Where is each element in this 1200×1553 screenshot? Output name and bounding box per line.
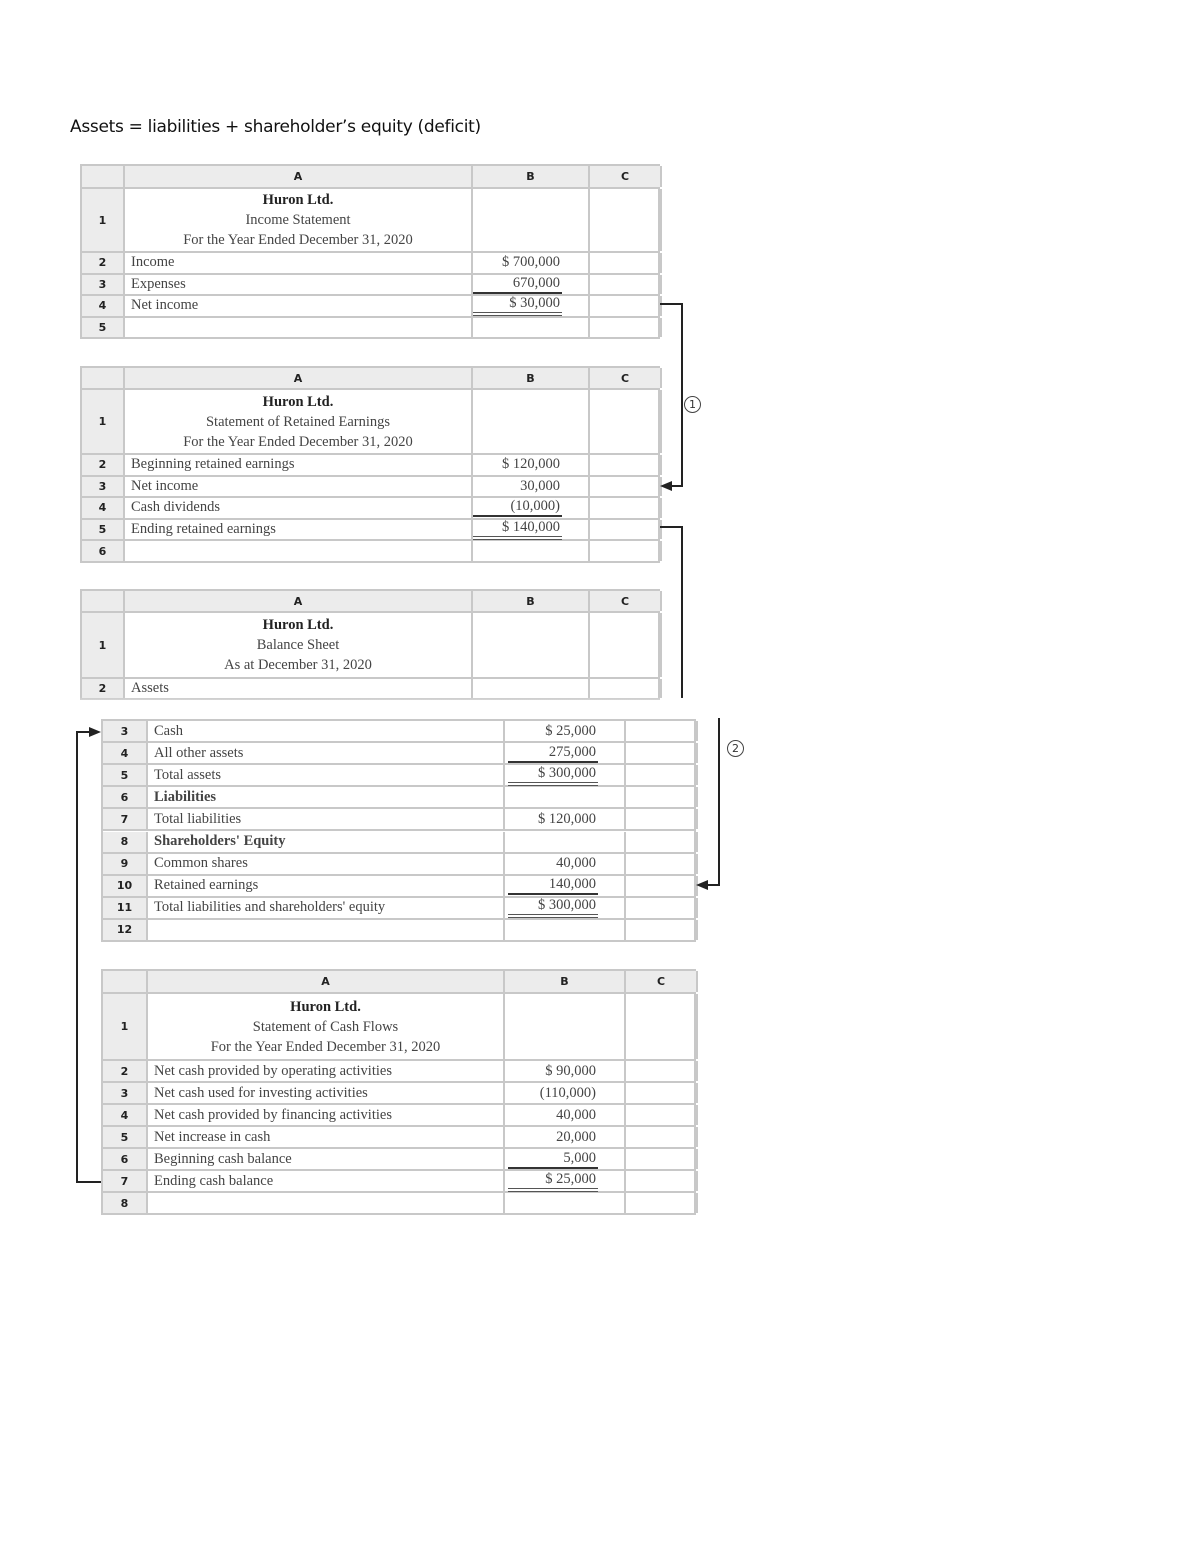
value-cell[interactable] bbox=[473, 189, 590, 251]
line-item-label[interactable] bbox=[148, 1193, 505, 1213]
row-number[interactable]: 3 bbox=[103, 721, 148, 741]
line-item-label[interactable]: Net cash provided by financing activities bbox=[148, 1105, 505, 1125]
row-number[interactable]: 4 bbox=[82, 498, 125, 518]
value-cell[interactable] bbox=[473, 477, 590, 497]
amount-value: 40,000 bbox=[556, 855, 596, 872]
table-row bbox=[82, 318, 658, 340]
value-cell[interactable] bbox=[505, 765, 626, 785]
row-number[interactable]: 4 bbox=[103, 1105, 148, 1125]
value-cell[interactable] bbox=[505, 994, 626, 1059]
empty-cell[interactable] bbox=[626, 1083, 698, 1103]
table-row bbox=[103, 1193, 694, 1215]
empty-cell[interactable] bbox=[590, 318, 662, 338]
table-row bbox=[103, 920, 694, 942]
empty-cell[interactable] bbox=[590, 477, 662, 497]
empty-cell[interactable] bbox=[626, 1105, 698, 1125]
row-number[interactable]: 1 bbox=[103, 994, 148, 1059]
row-number[interactable]: 6 bbox=[103, 787, 148, 807]
value-cell[interactable] bbox=[505, 1083, 626, 1103]
statement-title-cell[interactable] bbox=[125, 189, 473, 251]
line-item-label[interactable]: Cash bbox=[148, 721, 505, 741]
empty-cell[interactable] bbox=[590, 679, 662, 698]
amount-value: 20,000 bbox=[556, 1128, 596, 1145]
corner-cell[interactable] bbox=[82, 591, 125, 611]
row-number[interactable]: 10 bbox=[103, 876, 148, 896]
amount-value: (110,000) bbox=[539, 1084, 596, 1101]
statement-period: For the Year Ended December 31, 2020 bbox=[210, 1038, 441, 1055]
line-item-label[interactable]: Total liabilities and shareholders' equity bbox=[148, 898, 505, 918]
statement-name: Balance Sheet bbox=[256, 637, 340, 653]
empty-cell[interactable] bbox=[590, 541, 662, 561]
line-item-label[interactable]: Retained earnings bbox=[148, 876, 505, 896]
amount-value: $ 700,000 bbox=[502, 254, 560, 271]
line-item-label[interactable]: Total assets bbox=[148, 765, 505, 785]
amount-value: (10,000) bbox=[473, 498, 562, 517]
company-name: Huron Ltd. bbox=[262, 393, 334, 410]
empty-cell[interactable] bbox=[626, 1171, 698, 1191]
arrow-left-icon bbox=[696, 880, 708, 890]
row-number[interactable]: 8 bbox=[103, 832, 148, 852]
line-item-label[interactable]: Ending cash balance bbox=[148, 1171, 505, 1191]
table-row bbox=[103, 721, 694, 743]
line-item-label[interactable]: All other assets bbox=[148, 743, 505, 763]
row-number[interactable]: 6 bbox=[103, 1149, 148, 1169]
empty-cell[interactable] bbox=[590, 455, 662, 475]
table-row bbox=[103, 1061, 694, 1083]
row-number[interactable]: 4 bbox=[82, 296, 125, 316]
spreadsheet-table bbox=[80, 366, 660, 563]
empty-cell[interactable] bbox=[590, 296, 662, 316]
line-item-label[interactable] bbox=[148, 920, 505, 940]
spreadsheet-table bbox=[101, 969, 696, 1215]
value-cell[interactable] bbox=[505, 787, 626, 807]
line-item-label[interactable]: Income bbox=[125, 253, 473, 273]
line-item-label[interactable]: Net cash used for investing activities bbox=[148, 1083, 505, 1103]
row-number[interactable]: 7 bbox=[103, 1171, 148, 1191]
empty-cell[interactable] bbox=[590, 390, 662, 453]
table-row bbox=[103, 787, 694, 809]
line-item-label[interactable] bbox=[125, 318, 473, 338]
company-name: Huron Ltd. bbox=[290, 998, 361, 1015]
line-item-label[interactable]: Expenses bbox=[125, 275, 473, 295]
spreadsheet-table bbox=[101, 719, 696, 942]
marker-two: 2 bbox=[727, 740, 744, 757]
amount-value: $ 140,000 bbox=[473, 519, 562, 540]
empty-cell[interactable] bbox=[626, 876, 698, 896]
row-number[interactable]: 6 bbox=[82, 541, 125, 561]
empty-cell[interactable] bbox=[626, 854, 698, 874]
column-header-a[interactable]: A bbox=[125, 591, 473, 611]
company-name: Huron Ltd. bbox=[262, 192, 334, 208]
value-cell[interactable] bbox=[473, 541, 590, 561]
table-row bbox=[103, 876, 694, 898]
row-number[interactable]: 5 bbox=[103, 1127, 148, 1147]
value-cell[interactable] bbox=[473, 498, 590, 518]
value-cell[interactable] bbox=[505, 854, 626, 874]
company-name: Huron Ltd. bbox=[262, 617, 334, 633]
column-header-c[interactable]: C bbox=[590, 591, 662, 611]
title-row bbox=[82, 390, 658, 455]
column-header-b[interactable]: B bbox=[473, 166, 590, 187]
value-cell[interactable] bbox=[473, 455, 590, 475]
value-cell[interactable] bbox=[505, 898, 626, 918]
row-number[interactable]: 5 bbox=[82, 318, 125, 338]
value-cell[interactable] bbox=[505, 1061, 626, 1081]
row-number[interactable]: 2 bbox=[103, 1061, 148, 1081]
amount-value: $ 120,000 bbox=[538, 810, 596, 827]
row-number[interactable]: 11 bbox=[103, 898, 148, 918]
column-header-b[interactable]: B bbox=[473, 591, 590, 611]
table-row bbox=[82, 455, 658, 477]
column-header-a[interactable]: A bbox=[125, 166, 473, 187]
statement-title-cell[interactable] bbox=[125, 613, 473, 677]
value-cell[interactable] bbox=[473, 520, 590, 540]
table-row bbox=[103, 1105, 694, 1127]
empty-cell[interactable] bbox=[626, 994, 698, 1059]
title-row bbox=[82, 189, 658, 253]
statement-title-cell[interactable] bbox=[148, 994, 505, 1059]
column-header-a[interactable]: A bbox=[148, 971, 505, 992]
statement-title-cell[interactable] bbox=[125, 390, 473, 453]
table-row bbox=[103, 1149, 694, 1171]
empty-cell[interactable] bbox=[590, 498, 662, 518]
spreadsheet-table bbox=[80, 164, 660, 339]
value-cell[interactable] bbox=[505, 721, 626, 741]
empty-cell[interactable] bbox=[590, 189, 662, 251]
table-row bbox=[82, 520, 658, 542]
title-row bbox=[103, 994, 694, 1061]
amount-value: 40,000 bbox=[556, 1106, 596, 1123]
empty-cell[interactable] bbox=[626, 721, 698, 741]
empty-cell[interactable] bbox=[626, 898, 698, 918]
row-number[interactable]: 2 bbox=[82, 455, 125, 475]
table-row bbox=[103, 1127, 694, 1149]
value-cell[interactable] bbox=[473, 679, 590, 698]
value-cell[interactable] bbox=[505, 1105, 626, 1125]
table-row bbox=[103, 743, 694, 765]
line-item-label[interactable]: Cash dividends bbox=[125, 498, 473, 518]
value-cell[interactable] bbox=[473, 275, 590, 295]
statement-name: Statement of Retained Earnings bbox=[205, 413, 391, 430]
empty-cell[interactable] bbox=[626, 1149, 698, 1169]
amount-value: $ 25,000 bbox=[545, 722, 596, 739]
amount-value: $ 25,000 bbox=[508, 1171, 598, 1192]
line-item-label[interactable]: Net income bbox=[125, 296, 473, 316]
row-number[interactable]: 1 bbox=[82, 613, 125, 677]
value-cell[interactable] bbox=[473, 390, 590, 453]
amount-value: $ 120,000 bbox=[502, 456, 560, 473]
column-header-row bbox=[82, 368, 658, 390]
line-item-label[interactable]: Shareholders' Equity bbox=[148, 832, 505, 852]
corner-cell[interactable] bbox=[82, 368, 125, 388]
table-row bbox=[82, 253, 658, 275]
accounting-equation-heading: Assets = liabilities + shareholder’s equity (deficit) bbox=[70, 117, 481, 137]
row-number[interactable]: 9 bbox=[103, 854, 148, 874]
value-cell[interactable] bbox=[505, 1149, 626, 1169]
column-header-a[interactable]: A bbox=[125, 368, 473, 388]
marker-one: 1 bbox=[684, 396, 701, 413]
line-item-label[interactable]: Net income bbox=[125, 477, 473, 497]
line-item-label[interactable]: Assets bbox=[125, 679, 473, 698]
table-row bbox=[103, 1171, 694, 1193]
line-item-label[interactable]: Liabilities bbox=[148, 787, 505, 807]
row-number[interactable]: 5 bbox=[82, 520, 125, 540]
value-cell[interactable] bbox=[473, 296, 590, 316]
corner-cell[interactable] bbox=[82, 166, 125, 187]
column-header-c[interactable]: C bbox=[590, 368, 662, 388]
corner-cell[interactable] bbox=[103, 971, 148, 992]
column-header-c[interactable]: C bbox=[590, 166, 662, 187]
empty-cell[interactable] bbox=[626, 809, 698, 829]
statement-name: Income Statement bbox=[245, 212, 351, 228]
line-item-label[interactable]: Common shares bbox=[148, 854, 505, 874]
amount-value: $ 300,000 bbox=[508, 765, 598, 786]
row-number[interactable]: 4 bbox=[103, 743, 148, 763]
amount-value: 670,000 bbox=[473, 275, 562, 294]
title-row bbox=[82, 613, 658, 679]
row-number[interactable]: 3 bbox=[103, 1083, 148, 1103]
row-number[interactable]: 1 bbox=[82, 390, 125, 453]
statement-period: As at December 31, 2020 bbox=[224, 657, 372, 673]
amount-value: 275,000 bbox=[508, 744, 598, 763]
empty-cell[interactable] bbox=[590, 520, 662, 540]
statement-name: Statement of Cash Flows bbox=[252, 1018, 399, 1035]
value-cell[interactable] bbox=[505, 876, 626, 896]
value-cell[interactable] bbox=[473, 253, 590, 273]
line-item-label[interactable]: Beginning retained earnings bbox=[125, 455, 473, 475]
row-number[interactable]: 7 bbox=[103, 809, 148, 829]
table-row bbox=[82, 296, 658, 318]
table-row bbox=[103, 765, 694, 787]
column-header-b[interactable]: B bbox=[505, 971, 626, 992]
empty-cell[interactable] bbox=[626, 743, 698, 763]
table-row bbox=[103, 854, 694, 876]
table-row bbox=[82, 498, 658, 520]
value-cell[interactable] bbox=[473, 318, 590, 338]
row-number[interactable]: 5 bbox=[103, 765, 148, 785]
line-item-label[interactable]: Total liabilities bbox=[148, 809, 505, 829]
empty-cell[interactable] bbox=[626, 1193, 698, 1213]
value-cell[interactable] bbox=[473, 613, 590, 677]
table-row bbox=[82, 275, 658, 297]
empty-cell[interactable] bbox=[590, 613, 662, 677]
empty-cell[interactable] bbox=[590, 275, 662, 295]
page-break-fade bbox=[70, 697, 710, 709]
arrow-right-icon bbox=[89, 727, 101, 737]
statement-period: For the Year Ended December 31, 2020 bbox=[183, 433, 413, 450]
value-cell[interactable] bbox=[505, 920, 626, 940]
amount-value: 5,000 bbox=[508, 1150, 598, 1169]
empty-cell[interactable] bbox=[626, 765, 698, 785]
line-item-label[interactable]: Net cash provided by operating activities bbox=[148, 1061, 505, 1081]
amount-value: $ 90,000 bbox=[545, 1062, 596, 1079]
table-row bbox=[103, 832, 694, 854]
table-row bbox=[82, 541, 658, 563]
row-number[interactable]: 12 bbox=[103, 920, 148, 940]
table-row bbox=[82, 477, 658, 499]
column-header-row bbox=[82, 591, 658, 613]
value-cell[interactable] bbox=[505, 809, 626, 829]
row-number[interactable]: 3 bbox=[82, 477, 125, 497]
value-cell[interactable] bbox=[505, 1171, 626, 1191]
row-number[interactable]: 8 bbox=[103, 1193, 148, 1213]
line-item-label[interactable]: Beginning cash balance bbox=[148, 1149, 505, 1169]
empty-cell[interactable] bbox=[626, 1061, 698, 1081]
empty-cell[interactable] bbox=[590, 253, 662, 273]
table-row bbox=[103, 898, 694, 920]
line-item-label[interactable]: Ending retained earnings bbox=[125, 520, 473, 540]
value-cell[interactable] bbox=[505, 832, 626, 852]
column-header-b[interactable]: B bbox=[473, 368, 590, 388]
empty-cell[interactable] bbox=[626, 1127, 698, 1147]
empty-cell[interactable] bbox=[626, 920, 698, 940]
line-item-label[interactable] bbox=[125, 541, 473, 561]
line-item-label[interactable]: Net increase in cash bbox=[148, 1127, 505, 1147]
column-header-row bbox=[103, 971, 694, 994]
statement-period: For the Year Ended December 31, 2020 bbox=[183, 232, 413, 248]
arrow-left-icon bbox=[660, 481, 672, 491]
amount-value: $ 30,000 bbox=[473, 295, 562, 316]
column-header-c[interactable]: C bbox=[626, 971, 698, 992]
row-number[interactable]: 3 bbox=[82, 275, 125, 295]
empty-cell[interactable] bbox=[626, 787, 698, 807]
row-number[interactable]: 2 bbox=[82, 679, 125, 698]
spreadsheet-table bbox=[80, 589, 660, 700]
amount-value: 30,000 bbox=[520, 477, 560, 494]
row-number[interactable]: 2 bbox=[82, 253, 125, 273]
row-number[interactable]: 1 bbox=[82, 189, 125, 251]
table-row bbox=[103, 809, 694, 831]
amount-value: 140,000 bbox=[508, 876, 598, 895]
empty-cell[interactable] bbox=[626, 832, 698, 852]
amount-value: $ 300,000 bbox=[508, 897, 598, 918]
value-cell[interactable] bbox=[505, 1193, 626, 1213]
table-row bbox=[103, 1083, 694, 1105]
value-cell[interactable] bbox=[505, 743, 626, 763]
column-header-row bbox=[82, 166, 658, 189]
value-cell[interactable] bbox=[505, 1127, 626, 1147]
